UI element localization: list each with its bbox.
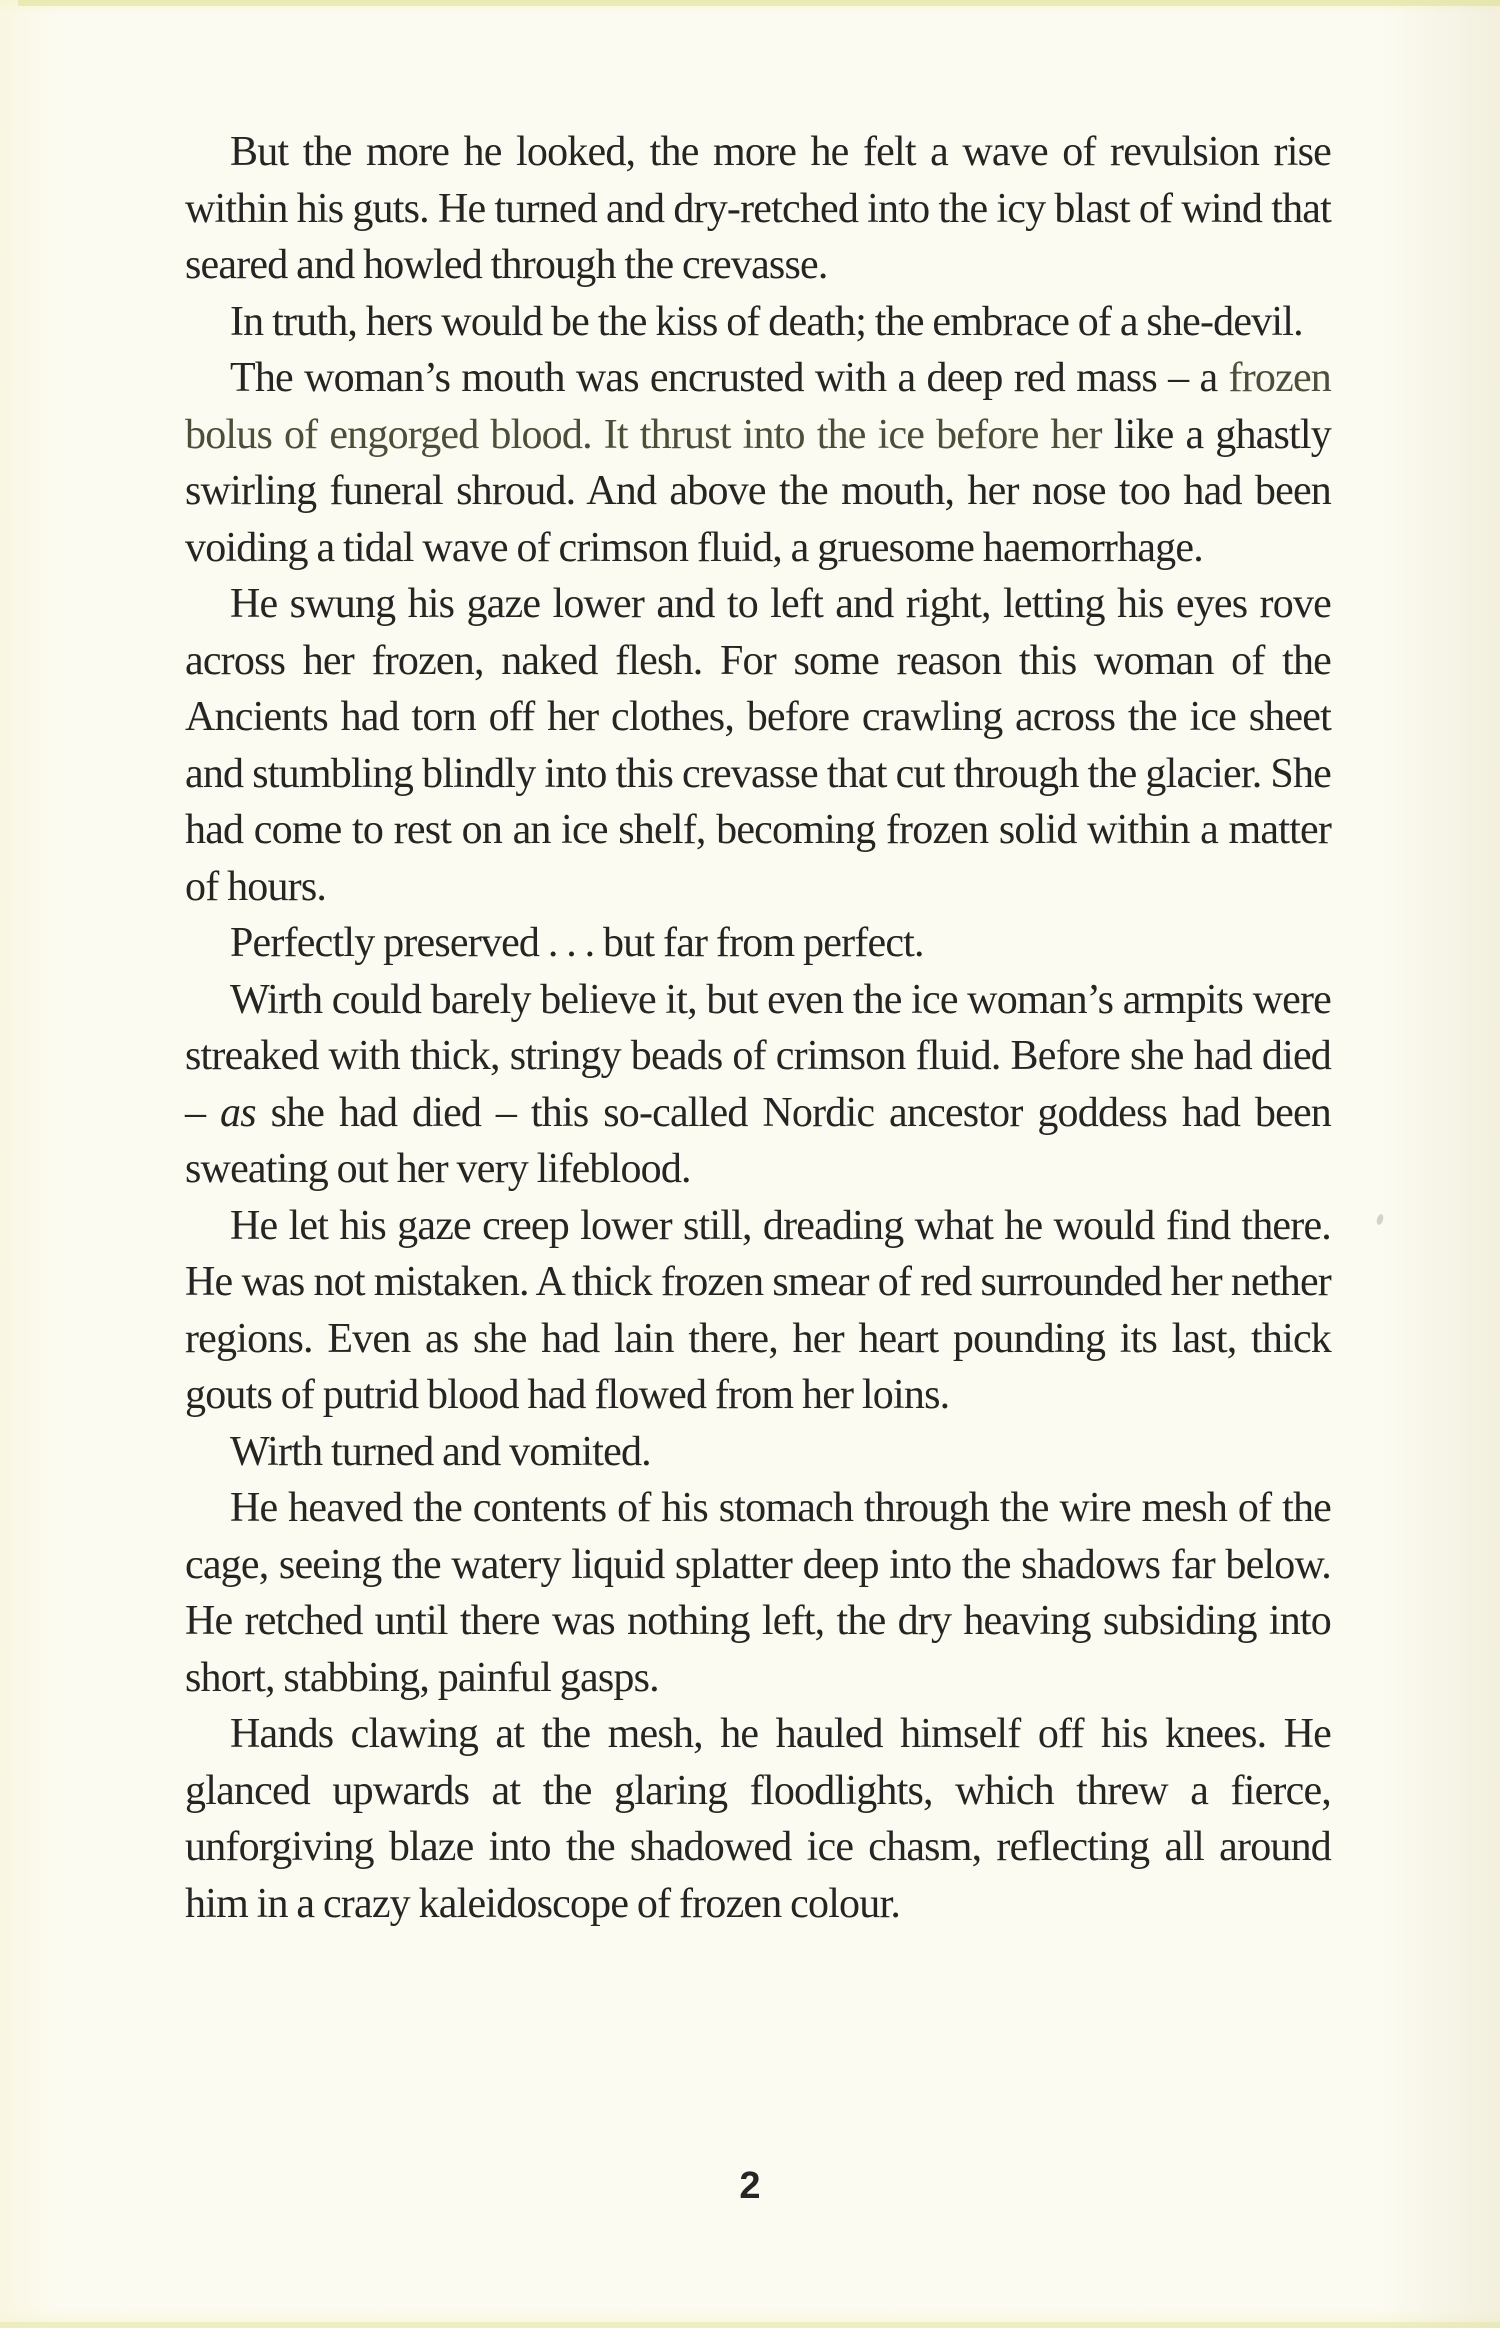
text-run: But the more he looked, the more he felt a wave of revulsion rise within his guts. He turned and dry-retched into the icy blast of wind that seared and howled through the crevasse. <box>185 129 1331 288</box>
page-number: 2 <box>739 2165 761 2207</box>
text-run: He let his gaze creep lower still, dreading what he would find there. He was not mistaken. A thick frozen smear of red surrounded her nether regions. Even as she had lain there, her heart pounding its last, thick gouts of putrid blood had flowed from her loins. <box>185 1202 1331 1418</box>
paragraph <box>185 1480 1331 1706</box>
body-text <box>185 124 1331 1932</box>
scan-artifact-bottom <box>0 2322 1500 2328</box>
text-run: like a ghastly swirling funeral shroud. And above the mouth, her nose too had been voiding a tidal wave of crimson fluid, a gruesome haemorrhage. <box>185 411 1331 571</box>
paragraph <box>185 972 1331 1198</box>
paragraph <box>185 1198 1331 1424</box>
paragraph <box>185 1424 1331 1481</box>
paragraph <box>185 124 1331 294</box>
text-run: frozen bolus of engorged blood. It thrust into the ice before her <box>185 355 1331 458</box>
paragraph <box>185 350 1331 576</box>
paragraph <box>185 294 1331 351</box>
scan-speck <box>1375 1213 1384 1225</box>
text-run: Wirth could barely believe it, but even the ice woman’s armpits were streaked with thick, stringy beads of crimson fluid. Before she had died – <box>185 976 1331 1136</box>
paragraph <box>185 915 1331 972</box>
text-run: He heaved the contents of his stomach through the wire mesh of the cage, seeing the watery liquid splatter deep into the shadows far below. He retched until there was nothing left, the dry heaving subsiding into short, stabbing, painful gasps. <box>185 1485 1331 1701</box>
scan-artifact-top <box>18 0 1500 6</box>
text-run: Hands clawing at the mesh, he hauled himself off his knees. He glanced upwards at the glaring floodlights, which threw a fierce, unforgiving blaze into the shadowed ice chasm, reflecting all around him in a crazy kaleidoscope of frozen colour. <box>185 1711 1331 1927</box>
text-run: In truth, hers would be the kiss of death; the embrace of a she-devil. <box>230 298 1303 345</box>
paragraph <box>185 1706 1331 1932</box>
text-run: she had died – this so-called Nordic ancestor goddess had been sweating out her very lifeblood. <box>185 1089 1332 1192</box>
text-run: He swung his gaze lower and to left and right, letting his eyes rove across her frozen, naked flesh. For some reason this woman of the Ancients had torn off her clothes, before crawling across the ice sheet and stumbling blindly into this crevasse that cut through the glacier. She had come to rest on an ice shelf, becoming frozen solid within a matter of hours. <box>185 581 1331 910</box>
paragraph <box>185 576 1331 915</box>
text-run: The woman’s mouth was encrusted with a deep red mass – a <box>230 355 1229 401</box>
text-run: Perfectly preserved . . . but far from perfect. <box>230 920 924 966</box>
text-run: Wirth turned and vomited. <box>230 1428 651 1475</box>
text-run: as <box>220 1089 256 1136</box>
